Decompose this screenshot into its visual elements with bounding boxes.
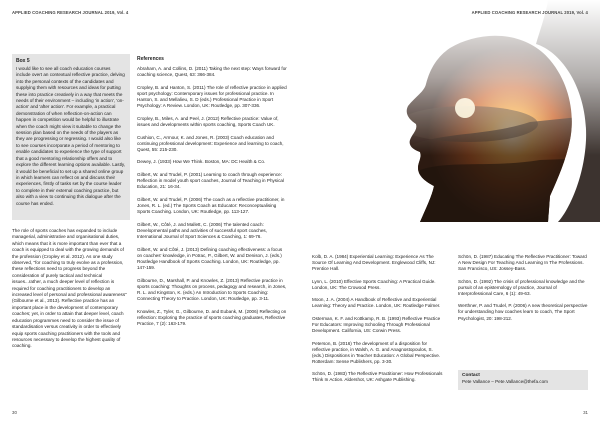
box-5-text: I would like to see all coach education courses include overt an contextual reflective practice, delving into the personal contexts of the candidates and supplying them with resources and ideas for putting these into practice creatively in a way that meets the needs of their environment – including 'in action', 'on-action' and 'after action'. For example, a practical demonstration of when reflection-on-action can happen in competition would be helpful to illustrate when the coach might view it suitable to change the session plan based on the needs of the players as they are progressing or regressing. I would also like to see courses incorporate a period of mentoring to enable candidates to experience the type of support that a good mentoring relationship offers and to explore the different learning options available. Lastly, it would be beneficial to set up a shared online group in which learners can reflect on and discuss their experiences, firstly of tasks set by the course leader to complete in their external coaching practice, but also with a view to continuing this dialogue after the course has ended. — [16, 66, 126, 206]
reference-entry: Peterson, B. (2016) The development of a disposition for reflective practice, in Walsh, A. G. and Anagnostopoulos, S. (eds.) Dispositions in Teacher Education: A Global Perspective. Rotterdam: Sense Publishers, pp. 3-30. — [312, 340, 441, 364]
body-paragraph: The role of sports coaches has expanded to include managerial, administrative and organisational duties, which means that it is more important than ever that a coach is equipped to deal with the growing demands of the profession (Cropley et al. 2012). As one study observed, "for coaching to truly evolve as a profession, these reflections need to progress beyond the consideration of purely tactical and technical issues...rather, a much deeper level of reflection is required for coaching practitioners to develop an increased level of personal and professional awareness" (Gilbourne et al., 2013). Reflective practice has an important place in the development of contemporary coaches; yet, in order to attain that deeper level, coach education programmes need to consider the issue of standardisation versus creativity in order to effectively equip sports coaching practitioners with the tools and resources necessary to develop the highest quality of coaching. — [12, 228, 127, 349]
reference-entry: Kolb, D. A. (1984) Experiential Learning: Experience As The Source Of Learning And Development. Englewood Cliffs, NJ: Prentice Hall. — [312, 254, 436, 272]
reference-entry: Lynn, L. (2010) Effective Sports Coaching: A Practical Guide. London, UK: The Crowood Press. — [312, 278, 436, 290]
reference-entry: Gilbert, W. and Trudel, P. (2006) The coach as a reflective practitioner, in Jones, R. L. (ed.) The Sports Coach as Educator: Reconceptualising Sports Coaching. London, UK: Routledge, pp. 113-127. — [137, 196, 285, 215]
page-number-left: 30 — [12, 410, 17, 415]
running-header-right: APPLIED COACHING RESEARCH JOURNAL 2019, Vol. 4 — [471, 10, 588, 15]
right-page — [300, 0, 600, 424]
references-heading: References — [137, 56, 164, 62]
page-number-right: 31 — [583, 410, 588, 415]
contact-box — [458, 370, 588, 390]
reference-entry: Cropley, B. and Hanton, S. (2011) The role of reflective practice in applied sport psychology: Contemporary issues for professional practice. In Hanton, S. and Mellalieu, S. D (eds.) Professional Practice in Sport Psychology: A Review. London, UK: Routledge, pp. 307-336. — [137, 84, 287, 109]
reference-entry: Schön, D. (1992) The crisis of professional knowledge and the pursuit of an epistemology of practice, Journal of Interprofessional Care, 6 (1): 49-63. — [458, 278, 585, 296]
box-5-panel — [12, 54, 130, 220]
reference-entry: Gilbert, W. and Côté, J. (2013) Defining coaching effectiveness: a focus on coaches' knowledge, in Potrac, P., Gilbert, W. and Denison, J. (eds.) Routledge Handbook of Sports Coaching. London, UK: Routledge, pp. 147-159. — [137, 246, 283, 270]
reference-entry: Schön, D. (1987) Educating The Reflective Practitioner: Toward A New Design For Teaching And Learning In The Professions. San Francisco, US: Jossey-Bass. — [458, 254, 587, 272]
reference-entry: Dewey, J. (1933) How We Think. Boston, MA: DC Health & Co. — [137, 159, 266, 165]
reference-entry: Cushion, C., Armour, K. and Jones, R. (2003) Coach education and continuing professional development: Experience and learning to coach, Quest, 55: 215-230. — [137, 134, 284, 152]
reference-entry: Gilbert, W., Côté, J. and Mallett, C. (2006) The talented coach: Developmental paths and activities of successful sport coaches, International Journal of Sport Sciences & Coaching, 1: 69-76. — [137, 221, 267, 240]
reference-entry: Moon, J. A. (2004) A Handbook of Reflective and Experiential Learning: Theory and Practice. London, UK: Routledge Falmer. — [312, 297, 441, 309]
reference-entry: Gilbert, W. and Trudel, P. (2001) Learning to coach through experience: Reflection in model youth sport coaches, Journal of Teaching in Physical Education, 21: 16-34. — [137, 172, 284, 190]
contact-title: Contact — [462, 373, 480, 378]
box-5-title: Box 5 — [16, 58, 30, 64]
reference-entry: Werthner, P. and Trudel, P. (2006) A new theoretical perspective for understanding how coaches learn to coach, The Sport Psychologist, 20: 198-212. — [458, 303, 588, 321]
silhouette-sunset-image — [300, 0, 600, 222]
running-header-left: APPLIED COACHING RESEARCH JOURNAL 2019, Vol. 4 — [12, 10, 129, 15]
reference-entry: Abraham, A. and Collins, D. (2011) Taking the next step: Ways forward for coaching science, Quest, 63: 366-384. — [137, 66, 287, 78]
reference-entry: Knowles, Z., Tyler, G., Gilbourne, D. and Eubank, M. (2006) Reflecting on reflection: Exploring the practice of sports coaching graduates, Reflective Practice, 7 (2): 163-179. — [137, 308, 287, 326]
reference-entry: Schön, D. (1983) The Reflective Practitioner: How Professionals Think In Action. Aldershot, UK: Ashgate Publishing. — [312, 371, 443, 383]
references-column-1 — [137, 56, 287, 396]
contact-email: Pete Vallance – Pete.Vallance@thefa.com — [462, 379, 548, 384]
reference-entry: Osterman, K. F. and Kottkamp, R. B. (1993) Reflective Practice For Educators: Improving Schooling Through Professional Development. California, US: Corwin Press. — [312, 315, 441, 334]
reference-entry: Gilbourne, D., Marshall, P. and Knowles, Z. (2013) Reflective practice in sports coaching: Thoughts on process, pedagogy and research, in Jones, R. L. and Kingston, K. (eds.) An Introduction to Sports Coaching: Connecting Theory to Practice. London, UK: Routledge, pp. 3-11. — [137, 277, 287, 301]
reference-entry: Cropley, B., Miles, A. and Peel, J. (2012) Reflective practice: Value of, issues and developments within sports coaching, Sports Coach UK. — [137, 115, 279, 127]
references-column-2 — [312, 254, 444, 400]
